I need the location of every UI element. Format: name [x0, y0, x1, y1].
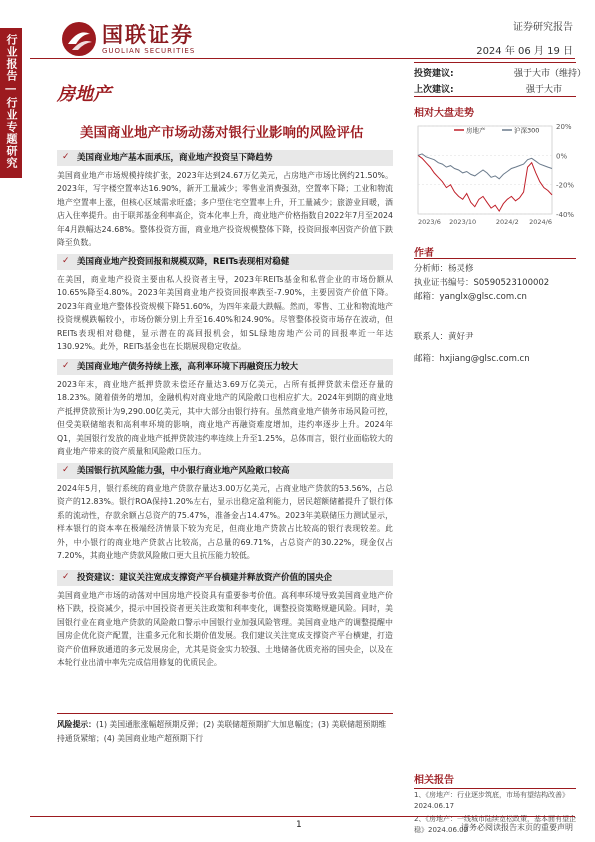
chart-x-tick-label: 2023/10	[449, 218, 477, 226]
risk-warning	[57, 713, 393, 746]
report-date: 2024 年 06 月 19 日	[476, 46, 573, 57]
report-title: 美国商业地产市场动荡对银行业影响的风险评估	[80, 125, 364, 141]
analyst-2-email[interactable]: 邮箱：hxjiang@glsc.com.cn	[414, 354, 530, 364]
chart-y-tick-label: 20%	[556, 123, 572, 131]
chart-plot-frame	[418, 126, 552, 214]
related-report-2[interactable]: 2、《房地产：一线城市陆续宽松政策，基本面有望企稳》2024.06.02	[414, 815, 576, 834]
page-number: 1	[296, 820, 302, 830]
chart-x-tick-label: 2024/6	[529, 218, 552, 226]
logo-english-name: GUOLIAN SECURITIES	[102, 46, 196, 55]
report-type: 证券研究报告	[513, 22, 573, 33]
current-rating	[414, 66, 587, 79]
related-report-1[interactable]: 1、《房地产：行业逐步筑底，市场有望结构改善》2024.06.17	[414, 791, 569, 810]
rating-top-rule	[414, 62, 576, 63]
previous-rating-label: 上次建议:	[414, 85, 454, 95]
section-heading: ✓ 美国商业地产基本面承压，商业地产投资呈下降趋势	[57, 150, 393, 166]
previous-rating-value: 强于大市	[526, 85, 563, 95]
current-rating-value: 强于大市（维持）	[514, 69, 587, 79]
author-heading: 作者	[414, 248, 434, 259]
risk-text: (1) 美国通胀涨幅超预期反弹；(2) 美联储超预期扩大加息幅度；(3) 美联储超预期维持通货紧缩；(4) 美国商业地产超预期下行	[57, 720, 387, 743]
section-body: 美国商业地产市场规模持续扩张，2023年达到24.67万亿美元，占房地产市场比例约21.50%。2023年，写字楼空置率达16.90%，新开工量减少；零售业消费强劲，空置率下降；工业和物流地产空置率上涨，但核心区域需求旺盛；多户型住宅空置率上升，开工量减少；旅游业回暖，酒店入住率提升。由于联邦基金利率高企，资本化率上升，商业地产价格指数自2022年7月至2024年4月跌幅达24.68%。整体投资方面，商业地产投资规模整体下降，投资回报率因资产价值下跌降至负数。	[57, 171, 393, 248]
chart-y-tick-label: -40%	[556, 211, 575, 219]
report-category-label: 行业报告 | 行业专题研究	[5, 34, 18, 169]
analyst-1-cert: 执业证书编号：S0590523100002	[414, 278, 550, 288]
sector-name: 房地产	[57, 84, 111, 105]
section-heading: ✓ 美国商业地产投资回报和规模双降，REITs表现相对稳健	[57, 254, 393, 270]
section-investment	[57, 254, 393, 353]
chart-series-line-沪深300	[418, 154, 552, 179]
section-fundamentals	[57, 150, 393, 249]
related-rule	[414, 788, 576, 789]
chart-legend-label: 房地产	[466, 126, 486, 135]
chart-x-tick-label: 2023/6	[418, 218, 441, 226]
section-recommendation	[57, 570, 393, 669]
section-heading: ✓ 投资建议：建议关注宽成支撑资产平台横建并释放资产价值的国央企	[57, 570, 393, 586]
analyst-1-email[interactable]: 邮箱：yanglx@glsc.com.cn	[414, 292, 527, 302]
chart-y-tick-label: -20%	[556, 181, 575, 190]
footer-disclaimer: 请务必阅读报告末页的重要声明	[461, 823, 573, 832]
company-logo	[62, 22, 195, 56]
risk-label: 风险提示：	[57, 720, 96, 729]
section-body: 2024年5月，银行系统的商业地产贷款存量达3.00万亿美元，占商业地产贷款的53.56%，占总资产的12.83%。银行ROA保持1.20%左右，显示出稳定盈利能力，居民超额储蓄提升了银行体系的流动性，存款余额占总资产的75.47%，准备金占14.47%。2023年美联储压力测试显示，样本银行的资本率在极端经济情景下较为充足，但商业地产贷款占比较高的银行表现较差。此外，中小银行的商业地产贷款占比较高，占总量的69.71%，占总资产的30.22%，现金仅占7.20%，其商业地产贷款风险敞口更大且抗压能力较低。	[57, 484, 393, 561]
chart-x-tick-label: 2024/2	[495, 218, 519, 226]
logo-chinese-name: 国联证券	[102, 22, 194, 47]
relative-performance-chart	[414, 120, 579, 232]
section-body: 在美国，商业地产投资主要由私人投资者主导，2023年REITs基金和私营企业的市场份额从10.65%降至4.80%。2023年美国商业地产投资回报率跌至-7.90%，主要因资产价值下降。2023年商业地产整体投资规模下降51.60%，为四年来最大跌幅。然而，零售、工业和物流地产投资规模跌幅较小，市场份额分别上升至16.40%和24.90%。尽管整体投资市场存在波动，但REITs表现相对稳健，显示潜在的高回报机会，如SL绿地房地产公司的回报率近一年达130.92%。此外，REITs基金也在长期展现稳定收益。	[57, 275, 393, 352]
analyst-1-name: 分析师：杨灵修	[414, 264, 474, 274]
header-divider	[30, 58, 575, 59]
author-rule	[414, 258, 576, 259]
footer-divider	[30, 816, 575, 817]
related-heading: 相关报告	[414, 775, 454, 786]
current-rating-label: 投资建议:	[414, 69, 454, 79]
chart-heading: 相对大盘走势	[414, 108, 474, 119]
logo-emblem-icon	[62, 22, 96, 56]
section-debt	[57, 359, 393, 458]
section-heading: ✓ 美国银行抗风险能力强，中小银行商业地产风险敞口较高	[57, 463, 393, 479]
chart-y-tick-label: 0%	[556, 152, 568, 161]
previous-rating	[414, 82, 563, 95]
analyst-2-name: 联系人：黄好尹	[414, 332, 474, 342]
chart-legend-label: 沪深300	[514, 126, 540, 135]
section-banks	[57, 463, 393, 562]
section-body: 美国商业地产市场的动荡对中国房地产投资具有重要参考价值。高利率环境导致美国商业地产价格下跌，投资减少，提示中国投资者更关注政策和利率变化，调整投资策略规避风险。同时，美国银行业在商业地产贷款的风险敞口警示中国银行业加强风险管理。美国商业地产的调整提醒中国房企优化资产配置，注重多元化和长期价值发展。我们建议关注宽成支撑资产平台横建，打造资产价值释放通道的多元发展房企，尤其是资金实力较强、土地储备优质充裕的国央企，以及在本轮行业出清中率先完成信用修复的优质民企。	[57, 591, 393, 668]
section-heading: ✓ 美国商业地产债务持续上涨，高利率环境下再融资压力较大	[57, 359, 393, 375]
rating-bottom-rule	[414, 96, 576, 97]
chart-series-line-房地产	[418, 155, 552, 211]
section-body: 2023年末，商业地产抵押贷款未偿还存量达3.69万亿美元，占所有抵押贷款未偿还存量的18.23%。随着债务的增加，金融机构对商业地产的风险敞口也相应扩大。2024年到期的商业地产抵押贷款预计为9,290.00亿美元，其中大部分由银行持有。虽然商业地产债务市场风险可控，但受美联储缩表和高利率环境的影响，商业地产再融资难度增加，违约率逐步上升。2024年Q1，美国银行发放的商业地产抵押贷款违约率连续上升至1.25%，总体而言，银行业面临较大的商业地产带来的资产质量和风险敞口压力。	[57, 380, 393, 457]
